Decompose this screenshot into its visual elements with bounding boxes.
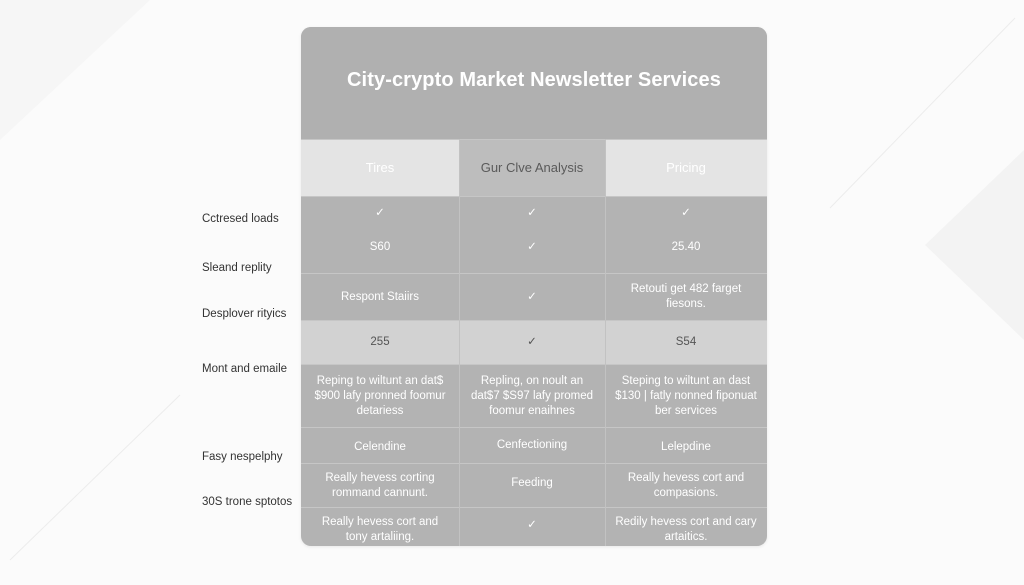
table-cell: Repling, on noult an dat$7 $S97 lafy promed foomur enaihnes [470, 374, 594, 417]
comparison-table [301, 27, 767, 546]
table-cell: S60 [369, 240, 391, 253]
column-header-pricing: Pricing [666, 160, 706, 175]
table-cell: 25.40 [671, 240, 701, 253]
row-label: Desplover rityics [202, 308, 287, 320]
table-cell: ✓ [527, 206, 537, 219]
row-label: Mont and emaile [202, 363, 288, 375]
table-cell: Really hevess cort and compasions. [627, 471, 745, 499]
table-cell: Reping to wiltunt an dat$ $900 lafy pronned foomur detariess [314, 374, 446, 417]
table-cell: Feeding [511, 476, 553, 489]
table-cell: ✓ [375, 206, 385, 219]
table-cell: ✓ [681, 206, 691, 219]
table-cell: ✓ [527, 290, 537, 303]
row-label: Sleand replity [202, 262, 272, 274]
table-cell: Lelepdine [661, 440, 711, 453]
table-cell: ✓ [527, 240, 537, 253]
table-cell: ✓ [527, 336, 537, 348]
table-cell: Respont Staiirs [341, 290, 419, 303]
table-cell: Retouti get 482 farget fiesons. [630, 283, 742, 310]
table-cell: Really hevess corting rommand cannunt. [325, 471, 435, 499]
row-label: Cctresed loads [202, 213, 279, 225]
table-cell: 255 [370, 336, 390, 348]
table-cell: ✓ [527, 518, 537, 531]
table-cell: Celendine [354, 440, 406, 453]
table-cell: S54 [675, 336, 697, 348]
row-divider [301, 139, 767, 140]
table-cell: Redily hevess cort and cary artaitics. [615, 516, 757, 543]
table-cell: Really hevess cort and tony artaliing. [321, 516, 439, 543]
column-header-analysis: Gur Clve Analysis [459, 139, 605, 196]
row-label: Fasy nespelphy [202, 451, 283, 463]
row-divider [301, 196, 767, 197]
row-label: 30S trone sptotos [202, 496, 293, 508]
column-header-tiers: Tires [365, 160, 395, 175]
table-title: City-crypto Market Newsletter Services [301, 27, 767, 139]
table-cell: Steping to wiltunt an dast $130 | fatly nonned fiponuat ber services [615, 374, 757, 417]
table-cell: Cenfectioning [496, 438, 568, 451]
